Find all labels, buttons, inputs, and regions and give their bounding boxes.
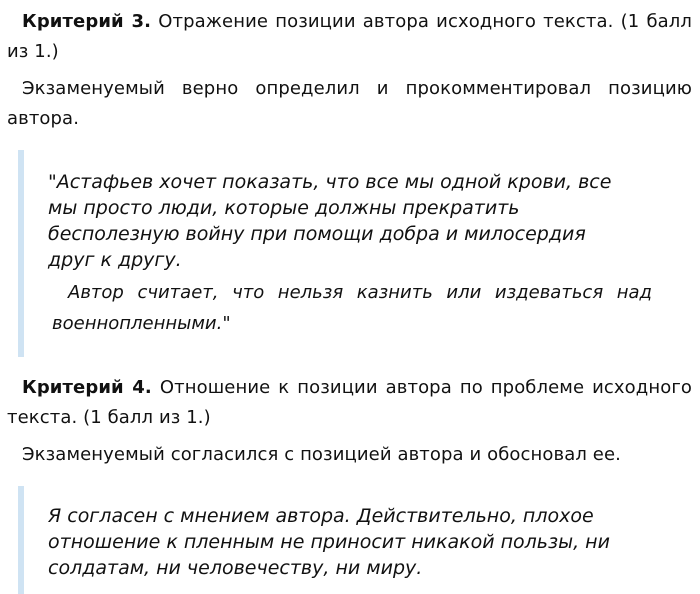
quote-line-3: бесполезную войну при помощи добра и милосердия (48, 223, 586, 245)
criterion-3-heading (7, 7, 692, 67)
criterion-3-title: Отражение позиции автора исходного текста. (1 балл из 1.) (7, 11, 692, 62)
criterion-4-label: Критерий 4. (22, 377, 152, 398)
criterion-4-quote (18, 486, 688, 594)
criterion-4-title: Отношение к позиции автора по проблеме исходного текста. (1 балл из 1.) (7, 377, 692, 428)
quote-paragraph-2: Автор считает, что нельзя казнить или издеваться над военнопленными." (52, 282, 652, 334)
quote-line-1: Я согласен с мнением автора. Действительно, плохое (48, 505, 594, 527)
quote-line-2: мы просто люди, которые должны прекратить (48, 197, 520, 219)
quote-line-3: солдатам, ни человечеству, ни миру. (48, 557, 423, 579)
criterion-4-heading (7, 373, 692, 433)
quote-border (18, 150, 24, 357)
criterion-4-assessment: Экзаменуемый согласился с позицией автора и обосновал ее. (22, 444, 621, 465)
quote-line-2: отношение к пленным не приносит никакой пользы, ни (48, 531, 610, 553)
quote-line-4: друг к другу. (48, 249, 182, 271)
criterion-3-quote (18, 150, 688, 357)
quote-line-1: "Астафьев хочет показать, что все мы одной крови, все (48, 171, 612, 193)
criterion-3-label: Критерий 3. (22, 11, 152, 32)
criterion-3-assessment: Экзаменуемый верно определил и прокомментировал позицию автора. (7, 78, 692, 129)
quote-border (18, 486, 24, 594)
